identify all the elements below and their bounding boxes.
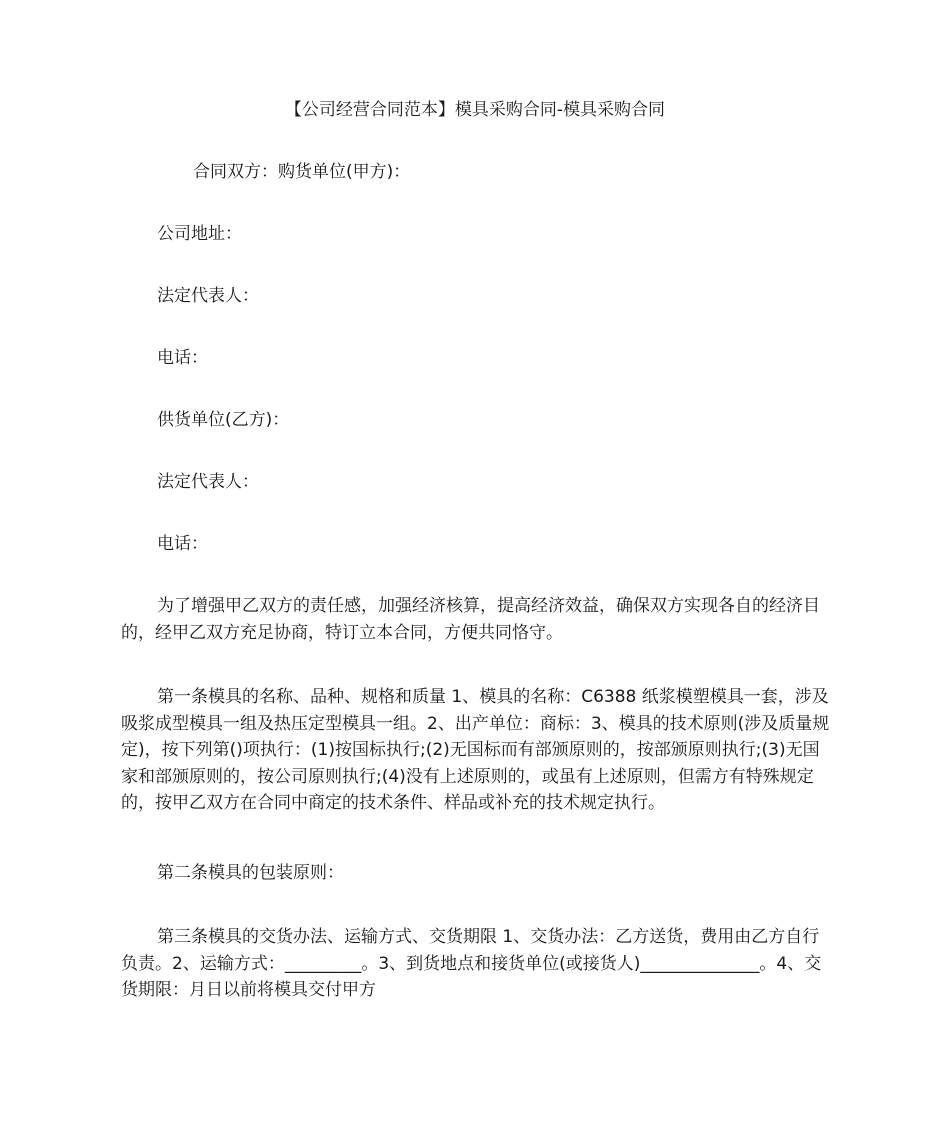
article-3-paragraph: 第三条模具的交货办法、运输方式、交货期限 1、交货办法：乙方送货，费用由乙方自行负责。2、运输方式：_________。3、到货地点和接货单位(或接货人)______________。4、交货期限：月日以前将模具交付甲方	[121, 927, 822, 1000]
party-b-heading: 供货单位(乙方)：	[157, 410, 290, 430]
preamble-paragraph: 为了增强甲乙双方的责任感，加强经济核算，提高经济效益，确保双方实现各自的经济目的，经甲乙双方充足协商，特订立本合同，方便共同恪守。	[121, 596, 820, 643]
article-2-paragraph: 第二条模具的包装原则：	[157, 863, 344, 883]
party-b-phone-label: 电话：	[157, 534, 208, 554]
document-title: 【公司经营合同范本】模具采购合同-模具采购合同	[284, 100, 666, 120]
party-a-heading: 合同双方：购货单位(甲方)：	[193, 162, 411, 182]
article-1-paragraph: 第一条模具的名称、品种、规格和质量 1、模具的名称：C6388 纸浆模塑模具一套，涉及吸浆成型模具一组及热压定型模具一组。2、出产单位：商标：3、模具的技术原则(涉及质量规定)，按下列第()项执行：(1)按国标执行;(2)无国标而有部颁原则的，按部颁原则执行;(3)无国家和部颁原则的，按公司原则执行;(4)没有上述原则的，或虽有上述原则，但需方有特殊规定的，按甲乙双方在合同中商定的技术条件、样品或补充的技术规定执行。	[121, 687, 830, 813]
party-a-representative-label: 法定代表人：	[157, 286, 259, 306]
party-a-phone-label: 电话：	[157, 348, 208, 368]
party-a-address-label: 公司地址：	[157, 224, 242, 244]
party-b-representative-label: 法定代表人：	[157, 472, 259, 492]
